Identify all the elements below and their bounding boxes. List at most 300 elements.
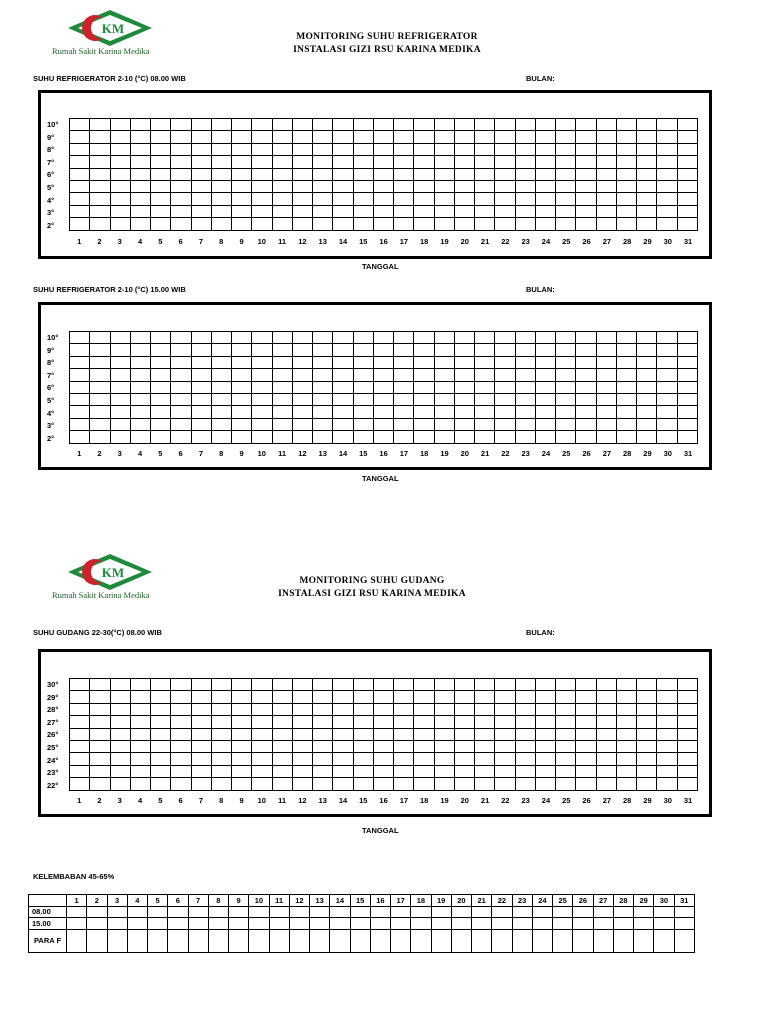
grid-cell[interactable]	[333, 143, 353, 155]
grid-cell[interactable]	[313, 431, 333, 443]
grid-cell[interactable]	[110, 344, 130, 356]
grid-cell[interactable]	[677, 703, 698, 715]
grid-cell[interactable]	[292, 143, 312, 155]
grid-cell[interactable]	[475, 703, 495, 715]
grid-cell[interactable]	[596, 193, 616, 205]
grid-cell[interactable]	[677, 369, 698, 381]
grid-cell[interactable]	[70, 344, 90, 356]
chart3-grid[interactable]	[69, 678, 698, 791]
grid-cell[interactable]	[333, 765, 353, 777]
grid-cell[interactable]	[151, 765, 171, 777]
grid-cell[interactable]	[637, 691, 657, 703]
grid-cell[interactable]	[657, 728, 677, 740]
grid-cell[interactable]	[373, 369, 393, 381]
grid-cell[interactable]	[191, 356, 211, 368]
table-cell[interactable]	[512, 918, 532, 930]
grid-cell[interactable]	[252, 344, 272, 356]
table-cell[interactable]	[613, 906, 633, 918]
grid-cell[interactable]	[596, 740, 616, 752]
grid-cell[interactable]	[191, 691, 211, 703]
grid-cell[interactable]	[70, 691, 90, 703]
grid-cell[interactable]	[151, 332, 171, 344]
grid-cell[interactable]	[434, 406, 454, 418]
grid-cell[interactable]	[434, 728, 454, 740]
grid-cell[interactable]	[353, 740, 373, 752]
grid-cell[interactable]	[535, 679, 555, 691]
grid-cell[interactable]	[130, 356, 150, 368]
grid-cell[interactable]	[535, 753, 555, 765]
grid-cell[interactable]	[677, 356, 698, 368]
grid-cell[interactable]	[616, 381, 636, 393]
table-cell[interactable]	[330, 929, 350, 952]
grid-cell[interactable]	[434, 381, 454, 393]
grid-cell[interactable]	[90, 381, 110, 393]
grid-cell[interactable]	[292, 180, 312, 192]
grid-cell[interactable]	[657, 218, 677, 230]
grid-cell[interactable]	[252, 131, 272, 143]
grid-cell[interactable]	[70, 418, 90, 430]
grid-cell[interactable]	[495, 418, 515, 430]
grid-cell[interactable]	[211, 778, 231, 790]
table-cell[interactable]	[472, 918, 492, 930]
grid-cell[interactable]	[292, 119, 312, 131]
grid-cell[interactable]	[110, 393, 130, 405]
grid-cell[interactable]	[191, 431, 211, 443]
grid-cell[interactable]	[535, 406, 555, 418]
grid-cell[interactable]	[637, 703, 657, 715]
grid-cell[interactable]	[211, 119, 231, 131]
grid-cell[interactable]	[414, 344, 434, 356]
table-cell[interactable]	[289, 906, 309, 918]
grid-cell[interactable]	[495, 180, 515, 192]
grid-cell[interactable]	[576, 393, 596, 405]
grid-cell[interactable]	[454, 778, 474, 790]
grid-cell[interactable]	[333, 418, 353, 430]
grid-cell[interactable]	[596, 716, 616, 728]
table-cell[interactable]	[573, 906, 593, 918]
grid-cell[interactable]	[252, 691, 272, 703]
grid-cell[interactable]	[130, 193, 150, 205]
grid-cell[interactable]	[576, 369, 596, 381]
grid-cell[interactable]	[151, 131, 171, 143]
grid-cell[interactable]	[657, 143, 677, 155]
grid-cell[interactable]	[373, 740, 393, 752]
grid-cell[interactable]	[657, 753, 677, 765]
grid-cell[interactable]	[292, 344, 312, 356]
grid-cell[interactable]	[616, 356, 636, 368]
grid-cell[interactable]	[292, 131, 312, 143]
grid-cell[interactable]	[90, 156, 110, 168]
grid-cell[interactable]	[313, 778, 333, 790]
table-cell[interactable]	[492, 929, 512, 952]
grid-cell[interactable]	[353, 753, 373, 765]
grid-cell[interactable]	[211, 131, 231, 143]
grid-cell[interactable]	[495, 728, 515, 740]
grid-cell[interactable]	[151, 716, 171, 728]
table-cell[interactable]	[127, 918, 147, 930]
grid-cell[interactable]	[191, 193, 211, 205]
grid-cell[interactable]	[576, 156, 596, 168]
grid-cell[interactable]	[70, 131, 90, 143]
grid-cell[interactable]	[333, 168, 353, 180]
grid-cell[interactable]	[110, 180, 130, 192]
grid-cell[interactable]	[232, 119, 252, 131]
grid-cell[interactable]	[495, 740, 515, 752]
grid-cell[interactable]	[252, 765, 272, 777]
table-cell[interactable]	[553, 929, 573, 952]
grid-cell[interactable]	[333, 332, 353, 344]
grid-cell[interactable]	[171, 131, 191, 143]
grid-cell[interactable]	[353, 778, 373, 790]
grid-cell[interactable]	[252, 778, 272, 790]
grid-cell[interactable]	[535, 728, 555, 740]
grid-cell[interactable]	[211, 740, 231, 752]
table-cell[interactable]	[451, 929, 471, 952]
grid-cell[interactable]	[232, 716, 252, 728]
grid-cell[interactable]	[556, 143, 576, 155]
table-cell[interactable]	[370, 906, 390, 918]
grid-cell[interactable]	[333, 381, 353, 393]
grid-cell[interactable]	[414, 143, 434, 155]
grid-cell[interactable]	[272, 765, 292, 777]
grid-cell[interactable]	[657, 131, 677, 143]
chart2-grid[interactable]	[69, 331, 698, 444]
grid-cell[interactable]	[353, 156, 373, 168]
grid-cell[interactable]	[333, 119, 353, 131]
grid-cell[interactable]	[151, 356, 171, 368]
grid-cell[interactable]	[677, 131, 698, 143]
grid-cell[interactable]	[272, 679, 292, 691]
table-cell[interactable]	[532, 929, 552, 952]
grid-cell[interactable]	[252, 381, 272, 393]
grid-cell[interactable]	[434, 753, 454, 765]
grid-cell[interactable]	[657, 703, 677, 715]
grid-cell[interactable]	[556, 418, 576, 430]
table-cell[interactable]	[310, 906, 330, 918]
grid-cell[interactable]	[454, 369, 474, 381]
grid-cell[interactable]	[475, 753, 495, 765]
grid-cell[interactable]	[394, 703, 414, 715]
grid-cell[interactable]	[353, 131, 373, 143]
grid-cell[interactable]	[394, 218, 414, 230]
grid-cell[interactable]	[232, 131, 252, 143]
grid-cell[interactable]	[495, 381, 515, 393]
grid-cell[interactable]	[515, 332, 535, 344]
grid-cell[interactable]	[556, 728, 576, 740]
table-cell[interactable]	[411, 918, 431, 930]
grid-cell[interactable]	[292, 393, 312, 405]
table-cell[interactable]	[269, 918, 289, 930]
grid-cell[interactable]	[130, 728, 150, 740]
grid-cell[interactable]	[70, 716, 90, 728]
grid-cell[interactable]	[110, 703, 130, 715]
grid-cell[interactable]	[454, 679, 474, 691]
grid-cell[interactable]	[353, 765, 373, 777]
grid-cell[interactable]	[151, 753, 171, 765]
grid-cell[interactable]	[70, 728, 90, 740]
grid-cell[interactable]	[292, 418, 312, 430]
grid-cell[interactable]	[313, 716, 333, 728]
grid-cell[interactable]	[677, 406, 698, 418]
grid-cell[interactable]	[677, 332, 698, 344]
grid-cell[interactable]	[171, 679, 191, 691]
grid-cell[interactable]	[556, 119, 576, 131]
grid-cell[interactable]	[556, 180, 576, 192]
grid-cell[interactable]	[515, 180, 535, 192]
grid-cell[interactable]	[616, 765, 636, 777]
grid-cell[interactable]	[313, 418, 333, 430]
grid-cell[interactable]	[70, 356, 90, 368]
grid-cell[interactable]	[130, 344, 150, 356]
grid-cell[interactable]	[171, 156, 191, 168]
grid-cell[interactable]	[252, 369, 272, 381]
grid-cell[interactable]	[394, 765, 414, 777]
grid-cell[interactable]	[434, 716, 454, 728]
grid-cell[interactable]	[657, 180, 677, 192]
grid-cell[interactable]	[191, 740, 211, 752]
grid-cell[interactable]	[110, 691, 130, 703]
grid-cell[interactable]	[454, 344, 474, 356]
grid-cell[interactable]	[414, 218, 434, 230]
table-cell[interactable]	[391, 906, 411, 918]
grid-cell[interactable]	[414, 393, 434, 405]
grid-cell[interactable]	[90, 728, 110, 740]
grid-cell[interactable]	[616, 369, 636, 381]
grid-cell[interactable]	[637, 679, 657, 691]
grid-cell[interactable]	[616, 778, 636, 790]
grid-cell[interactable]	[90, 205, 110, 217]
grid-cell[interactable]	[292, 716, 312, 728]
grid-cell[interactable]	[677, 344, 698, 356]
grid-cell[interactable]	[211, 193, 231, 205]
grid-cell[interactable]	[394, 131, 414, 143]
grid-cell[interactable]	[191, 180, 211, 192]
grid-cell[interactable]	[191, 131, 211, 143]
grid-cell[interactable]	[90, 193, 110, 205]
grid-cell[interactable]	[454, 418, 474, 430]
grid-cell[interactable]	[272, 393, 292, 405]
grid-cell[interactable]	[292, 753, 312, 765]
grid-cell[interactable]	[171, 406, 191, 418]
grid-cell[interactable]	[232, 728, 252, 740]
grid-cell[interactable]	[292, 728, 312, 740]
grid-cell[interactable]	[373, 205, 393, 217]
table-cell[interactable]	[229, 929, 249, 952]
grid-cell[interactable]	[151, 156, 171, 168]
grid-cell[interactable]	[151, 691, 171, 703]
grid-cell[interactable]	[657, 193, 677, 205]
grid-cell[interactable]	[475, 728, 495, 740]
grid-cell[interactable]	[414, 431, 434, 443]
grid-cell[interactable]	[414, 716, 434, 728]
grid-cell[interactable]	[90, 679, 110, 691]
grid-cell[interactable]	[535, 703, 555, 715]
grid-cell[interactable]	[616, 728, 636, 740]
grid-cell[interactable]	[110, 716, 130, 728]
grid-cell[interactable]	[70, 431, 90, 443]
grid-cell[interactable]	[556, 356, 576, 368]
grid-cell[interactable]	[535, 765, 555, 777]
grid-cell[interactable]	[434, 393, 454, 405]
grid-cell[interactable]	[657, 393, 677, 405]
grid-cell[interactable]	[434, 765, 454, 777]
grid-cell[interactable]	[272, 168, 292, 180]
grid-cell[interactable]	[495, 431, 515, 443]
grid-cell[interactable]	[434, 431, 454, 443]
grid-cell[interactable]	[434, 119, 454, 131]
grid-cell[interactable]	[414, 193, 434, 205]
grid-cell[interactable]	[130, 218, 150, 230]
table-cell[interactable]	[370, 918, 390, 930]
grid-cell[interactable]	[576, 205, 596, 217]
grid-cell[interactable]	[677, 765, 698, 777]
grid-cell[interactable]	[90, 356, 110, 368]
grid-cell[interactable]	[333, 218, 353, 230]
grid-cell[interactable]	[90, 418, 110, 430]
grid-cell[interactable]	[292, 765, 312, 777]
grid-cell[interactable]	[151, 740, 171, 752]
grid-cell[interactable]	[272, 344, 292, 356]
table-cell[interactable]	[391, 918, 411, 930]
grid-cell[interactable]	[130, 180, 150, 192]
grid-cell[interactable]	[191, 168, 211, 180]
grid-cell[interactable]	[414, 753, 434, 765]
grid-cell[interactable]	[353, 418, 373, 430]
grid-cell[interactable]	[616, 143, 636, 155]
grid-cell[interactable]	[576, 168, 596, 180]
grid-cell[interactable]	[515, 369, 535, 381]
grid-cell[interactable]	[373, 765, 393, 777]
grid-cell[interactable]	[637, 218, 657, 230]
grid-cell[interactable]	[211, 716, 231, 728]
grid-cell[interactable]	[475, 332, 495, 344]
table-cell[interactable]	[634, 929, 654, 952]
grid-cell[interactable]	[576, 691, 596, 703]
grid-cell[interactable]	[70, 180, 90, 192]
grid-cell[interactable]	[70, 740, 90, 752]
table-cell[interactable]	[553, 918, 573, 930]
grid-cell[interactable]	[556, 703, 576, 715]
grid-cell[interactable]	[313, 332, 333, 344]
grid-cell[interactable]	[191, 143, 211, 155]
grid-cell[interactable]	[130, 332, 150, 344]
grid-cell[interactable]	[130, 369, 150, 381]
grid-cell[interactable]	[151, 344, 171, 356]
grid-cell[interactable]	[373, 168, 393, 180]
grid-cell[interactable]	[616, 205, 636, 217]
grid-cell[interactable]	[110, 119, 130, 131]
grid-cell[interactable]	[616, 406, 636, 418]
grid-cell[interactable]	[272, 205, 292, 217]
grid-cell[interactable]	[151, 180, 171, 192]
grid-cell[interactable]	[232, 431, 252, 443]
grid-cell[interactable]	[292, 740, 312, 752]
grid-cell[interactable]	[414, 778, 434, 790]
grid-cell[interactable]	[394, 381, 414, 393]
grid-cell[interactable]	[414, 740, 434, 752]
table-cell[interactable]	[492, 906, 512, 918]
grid-cell[interactable]	[232, 418, 252, 430]
grid-cell[interactable]	[171, 168, 191, 180]
grid-cell[interactable]	[495, 778, 515, 790]
grid-cell[interactable]	[677, 205, 698, 217]
grid-cell[interactable]	[211, 406, 231, 418]
table-cell[interactable]	[269, 929, 289, 952]
grid-cell[interactable]	[151, 418, 171, 430]
grid-cell[interactable]	[373, 381, 393, 393]
grid-cell[interactable]	[495, 765, 515, 777]
grid-cell[interactable]	[495, 369, 515, 381]
grid-cell[interactable]	[151, 168, 171, 180]
grid-cell[interactable]	[272, 119, 292, 131]
grid-cell[interactable]	[677, 180, 698, 192]
grid-cell[interactable]	[130, 679, 150, 691]
grid-cell[interactable]	[191, 765, 211, 777]
grid-cell[interactable]	[110, 740, 130, 752]
grid-cell[interactable]	[616, 393, 636, 405]
grid-cell[interactable]	[232, 753, 252, 765]
grid-cell[interactable]	[211, 180, 231, 192]
table-cell[interactable]	[127, 906, 147, 918]
grid-cell[interactable]	[171, 778, 191, 790]
grid-cell[interactable]	[657, 679, 677, 691]
grid-cell[interactable]	[454, 716, 474, 728]
grid-cell[interactable]	[353, 119, 373, 131]
grid-cell[interactable]	[495, 143, 515, 155]
grid-cell[interactable]	[414, 180, 434, 192]
grid-cell[interactable]	[313, 679, 333, 691]
grid-cell[interactable]	[353, 431, 373, 443]
grid-cell[interactable]	[515, 193, 535, 205]
grid-cell[interactable]	[232, 193, 252, 205]
table-cell[interactable]	[107, 906, 127, 918]
grid-cell[interactable]	[373, 691, 393, 703]
grid-cell[interactable]	[556, 168, 576, 180]
grid-cell[interactable]	[495, 356, 515, 368]
grid-cell[interactable]	[232, 332, 252, 344]
grid-cell[interactable]	[677, 168, 698, 180]
grid-cell[interactable]	[333, 431, 353, 443]
grid-cell[interactable]	[90, 431, 110, 443]
grid-cell[interactable]	[475, 765, 495, 777]
grid-cell[interactable]	[616, 131, 636, 143]
grid-cell[interactable]	[394, 332, 414, 344]
grid-cell[interactable]	[90, 119, 110, 131]
grid-cell[interactable]	[596, 765, 616, 777]
grid-cell[interactable]	[475, 406, 495, 418]
grid-cell[interactable]	[211, 431, 231, 443]
grid-cell[interactable]	[130, 418, 150, 430]
table-cell[interactable]	[593, 906, 613, 918]
grid-cell[interactable]	[657, 740, 677, 752]
grid-cell[interactable]	[394, 691, 414, 703]
grid-cell[interactable]	[171, 418, 191, 430]
grid-cell[interactable]	[515, 131, 535, 143]
grid-cell[interactable]	[576, 180, 596, 192]
grid-cell[interactable]	[110, 168, 130, 180]
grid-cell[interactable]	[414, 156, 434, 168]
grid-cell[interactable]	[515, 716, 535, 728]
grid-cell[interactable]	[171, 381, 191, 393]
grid-cell[interactable]	[495, 205, 515, 217]
grid-cell[interactable]	[434, 679, 454, 691]
grid-cell[interactable]	[313, 344, 333, 356]
grid-cell[interactable]	[515, 418, 535, 430]
grid-cell[interactable]	[475, 156, 495, 168]
grid-cell[interactable]	[70, 369, 90, 381]
grid-cell[interactable]	[90, 691, 110, 703]
grid-cell[interactable]	[677, 728, 698, 740]
